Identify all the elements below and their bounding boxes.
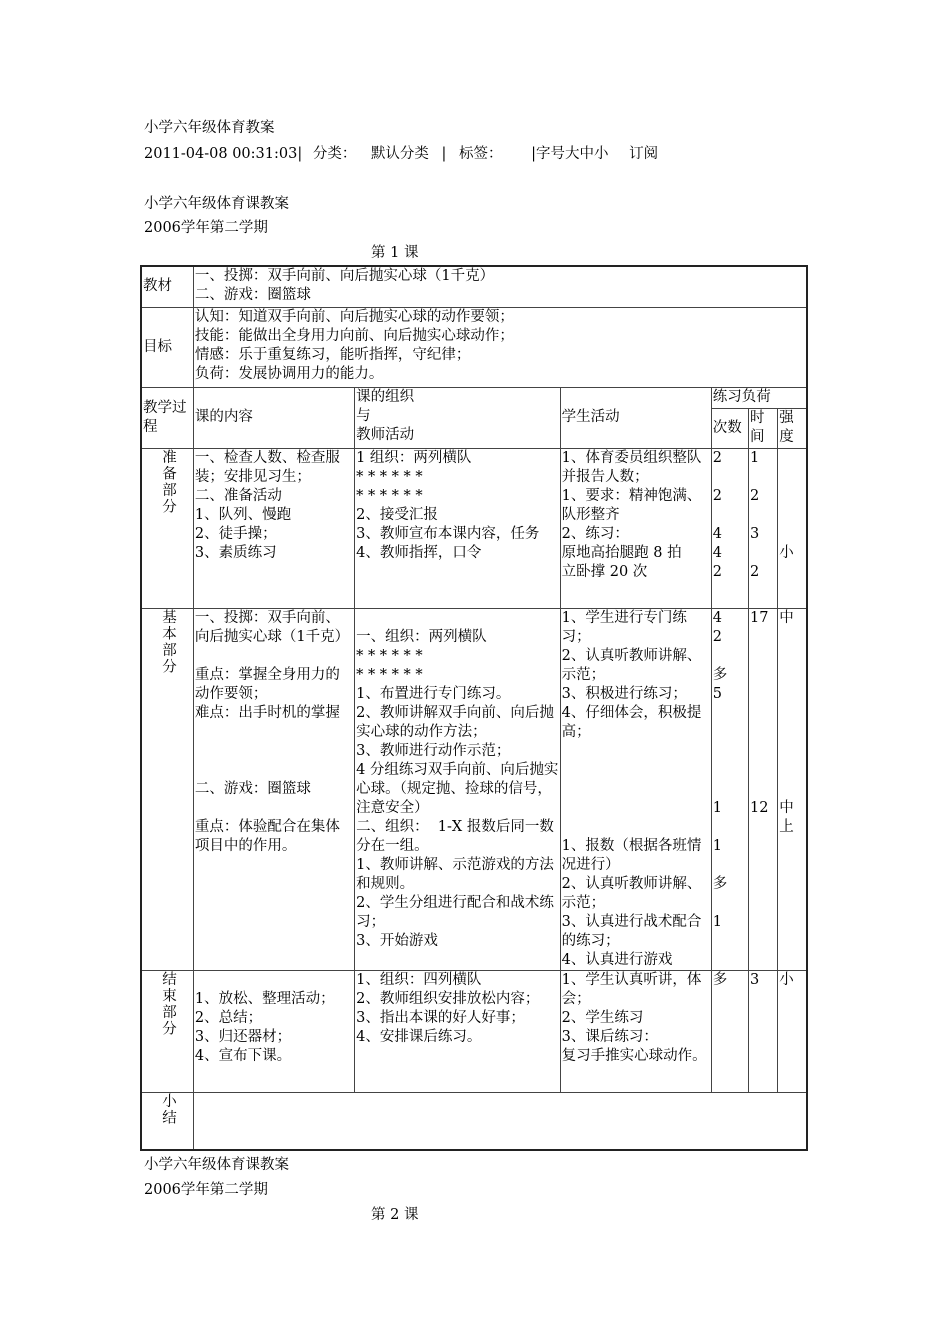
lesson2-doc-title: 小学六年级体育课教案 [144, 1157, 289, 1173]
goal-label: 目标 [141, 307, 193, 387]
material-text: 一、投掷：双手向前、向后抛实心球（1千克） 二、游戏：圈篮球 [193, 266, 807, 307]
end-label: 结束部分 [141, 970, 193, 1092]
header-org: 课的组织 与 教师活动 [355, 387, 561, 448]
basic-intensity: 中 中 上 [778, 608, 807, 970]
font-size-switch[interactable]: |字号大中小 [531, 146, 609, 162]
header-time: 时间 [749, 408, 778, 448]
end-content: 1、放松、整理活动； 2、总结； 3、归还器材； 4、宣布下课。 [193, 970, 354, 1092]
category-link[interactable]: 默认分类 [370, 146, 429, 162]
prep-content: 一、检查人数、检查服装；安排见习生； 二、准备活动 1、队列、慢跑 2、徒手操； 3、素质练习 [193, 448, 354, 608]
prep-time: 1 2 3 2 [749, 448, 778, 608]
post-meta [144, 145, 658, 163]
prep-student: 1、体育委员组织整队并报告人数； 1、要求：精神饱满、队形整齐 2、练习： 原地高抬腿跑 8 拍 立卧撑 20 次 [560, 448, 711, 608]
lesson2-number: 第 2 课 [371, 1207, 419, 1223]
tags-label: 标签： [459, 146, 503, 162]
category-label: 分类： [312, 146, 357, 162]
end-time: 3 [749, 970, 778, 1092]
lesson1-term: 2006学年第二学期 [144, 220, 268, 236]
summary-text [193, 1092, 807, 1150]
header-student: 学生活动 [560, 387, 711, 448]
end-intensity: 小 [778, 970, 807, 1092]
basic-label: 基本部分 [141, 608, 193, 970]
basic-times: 4 2 多 5 1 1 多 1 [711, 608, 748, 970]
header-times: 次数 [711, 408, 748, 448]
header-intensity: 强度 [778, 408, 807, 448]
lesson1-doc-title: 小学六年级体育课教案 [144, 196, 289, 212]
header-content: 课的内容 [193, 387, 354, 448]
basic-org: 一、组织：两列横队 * * * * * * * * * * * * 1、布置进行专门练习。 2、教师讲解双手向前、向后抛实心球的动作方法； 3、教师进行动作示范； 4 分组练习双手向前、向后抛实心球。（规定抛、捡球的信号，注意安全） 二、组织： 1-X 报数后同一数分在一组。 1、教师讲解、示范游戏的方法和规则。 2、学生分组进行配合和战术练习； 3、开始游戏 [355, 608, 561, 970]
basic-time: 17 12 [749, 608, 778, 970]
summary-label: 小结 [141, 1092, 193, 1150]
basic-student: 1、学生进行专门练习； 2、认真听教师讲解、示范； 3、积极进行练习； 4、仔细体会，积极提高； 1、报数（根据各班情况进行） 2、认真听教师讲解、示范； 3、认真进行战术配合的练习； 4、认真进行游戏 [560, 608, 711, 970]
prep-times: 2 2 4 4 2 [711, 448, 748, 608]
goal-text: 认知：知道双手向前、向后抛实心球的动作要领； 技能：能做出全身用力向前、向后抛实心球动作； 情感：乐于重复练习，能听指挥，守纪律； 负荷：发展协调用力的能力。 [193, 307, 807, 387]
lesson1-plan-table [140, 265, 808, 1151]
prep-label: 准备部分 [141, 448, 193, 608]
basic-content: 一、投掷：双手向前、向后抛实心球（1千克） 重点：掌握全身用力的 动作要领； 难点：出手时机的掌握 二、游戏：圈篮球 重点：体验配合在集体项目中的作用。 [193, 608, 354, 970]
header-load: 练习负荷 [711, 387, 807, 408]
subscribe-link[interactable]: 订阅 [629, 146, 659, 162]
lesson1-number: 第 1 课 [371, 245, 419, 261]
end-times: 多 [711, 970, 748, 1092]
lesson2-term: 2006学年第二学期 [144, 1182, 268, 1198]
meta-separator: | [441, 146, 447, 162]
end-student: 1、学生认真听讲，体会； 2、学生练习 3、课后练习： 复习手推实心球动作。 [560, 970, 711, 1092]
prep-org: 1 组织：两列横队 * * * * * * * * * * * * 2、接受汇报 3、教师宣布本课内容，任务 4、教师指挥，口令 [355, 448, 561, 608]
page-title: 小学六年级体育教案 [144, 120, 275, 136]
prep-intensity: 小 [778, 448, 807, 608]
post-date: 2011-04-08 00:31:03| [144, 146, 303, 162]
material-label: 教材 [141, 266, 193, 307]
header-process: 教学过程 [141, 387, 193, 448]
end-org: 1、组织：四列横队 2、教师组织安排放松内容； 3、指出本课的好人好事； 4、安排课后练习。 [355, 970, 561, 1092]
